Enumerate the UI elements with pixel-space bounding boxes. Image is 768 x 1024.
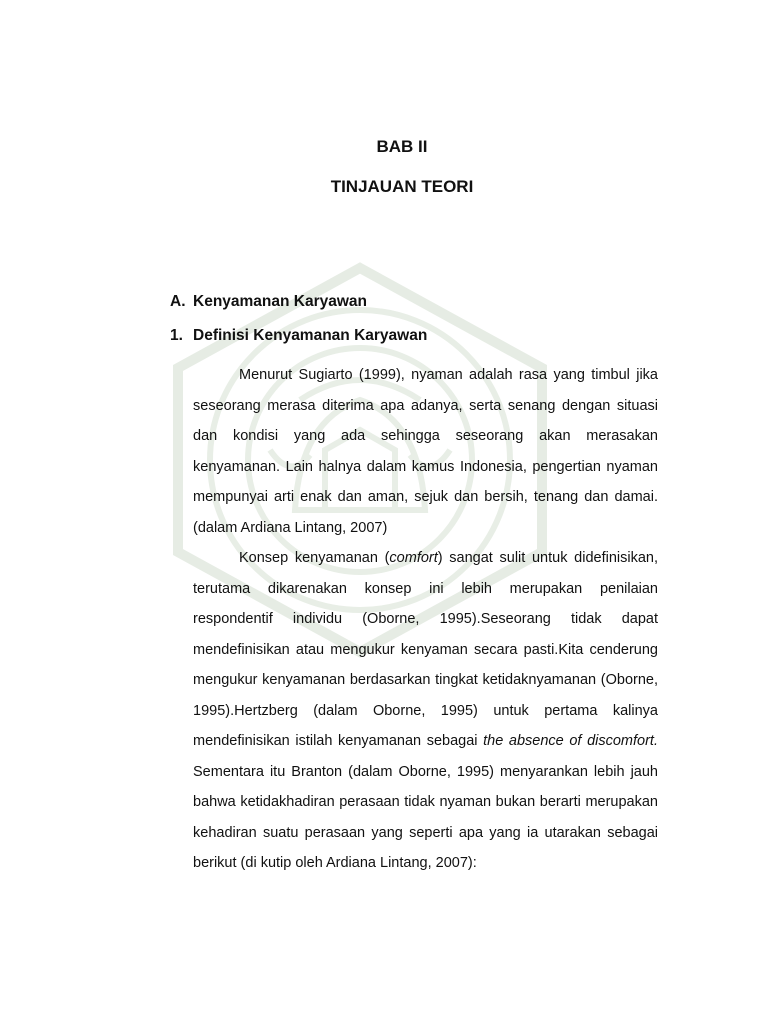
subsection-heading-1 — [170, 326, 427, 346]
chapter-number: BAB II — [376, 137, 428, 156]
chapter-title: TINJAUAN TEORI — [330, 177, 474, 196]
section-title: Kenyamanan Karyawan — [193, 293, 368, 310]
paragraph-2 — [193, 543, 658, 879]
term-absence-of-discomfort: the absence of discomfort. — [483, 733, 658, 749]
body-text — [193, 360, 658, 879]
paragraph-2-part-a: Konsep kenyamanan ( — [239, 550, 390, 566]
section-heading-a — [170, 292, 367, 312]
subsection-title: Definisi Kenyamanan Karyawan — [193, 327, 428, 344]
subsection-marker: 1. — [170, 327, 183, 344]
section-marker: A. — [170, 293, 186, 310]
paragraph-2-part-c: Sementara itu Branton (dalam Oborne, 1995) menyarankan lebih jauh bahwa ketidakhadiran perasaan tidak nyaman bukan berarti merupakan kehadiran suatu perasaan yang seperti apa yang ia utarakan sebagai berikut (di kutip oleh Ardiana Lintang, 2007): — [193, 763, 658, 871]
paragraph-2-part-b: ) sangat sulit untuk didefinisikan, terutama dikarenakan konsep ini lebih merupakan penilaian respondentif individu (Oborne, 1995).Seseorang tidak dapat mendefinisikan atau mengukur kenyaman secara pasti.Kita cenderung mengukur kenyamanan berdasarkan tingkat ketidaknyamanan (Oborne, 1995).Hertzberg (dalam Oborne, 1995) untuk pertama kalinya mendefinisikan istilah kenyamanan sebagai — [193, 550, 658, 749]
term-comfort: comfort — [389, 550, 438, 566]
paragraph-1: Menurut Sugiarto (1999), nyaman adalah rasa yang timbul jika seseorang merasa diterima apa adanya, serta senang dengan situasi dan kondisi yang ada sehingga seseorang akan merasakan kenyamanan. Lain halnya dalam kamus Indonesia, pengertian nyaman mempunyai arti enak dan aman, sejuk dan bersih, tenang dan damai. (dalam Ardiana Lintang, 2007) — [193, 367, 658, 536]
